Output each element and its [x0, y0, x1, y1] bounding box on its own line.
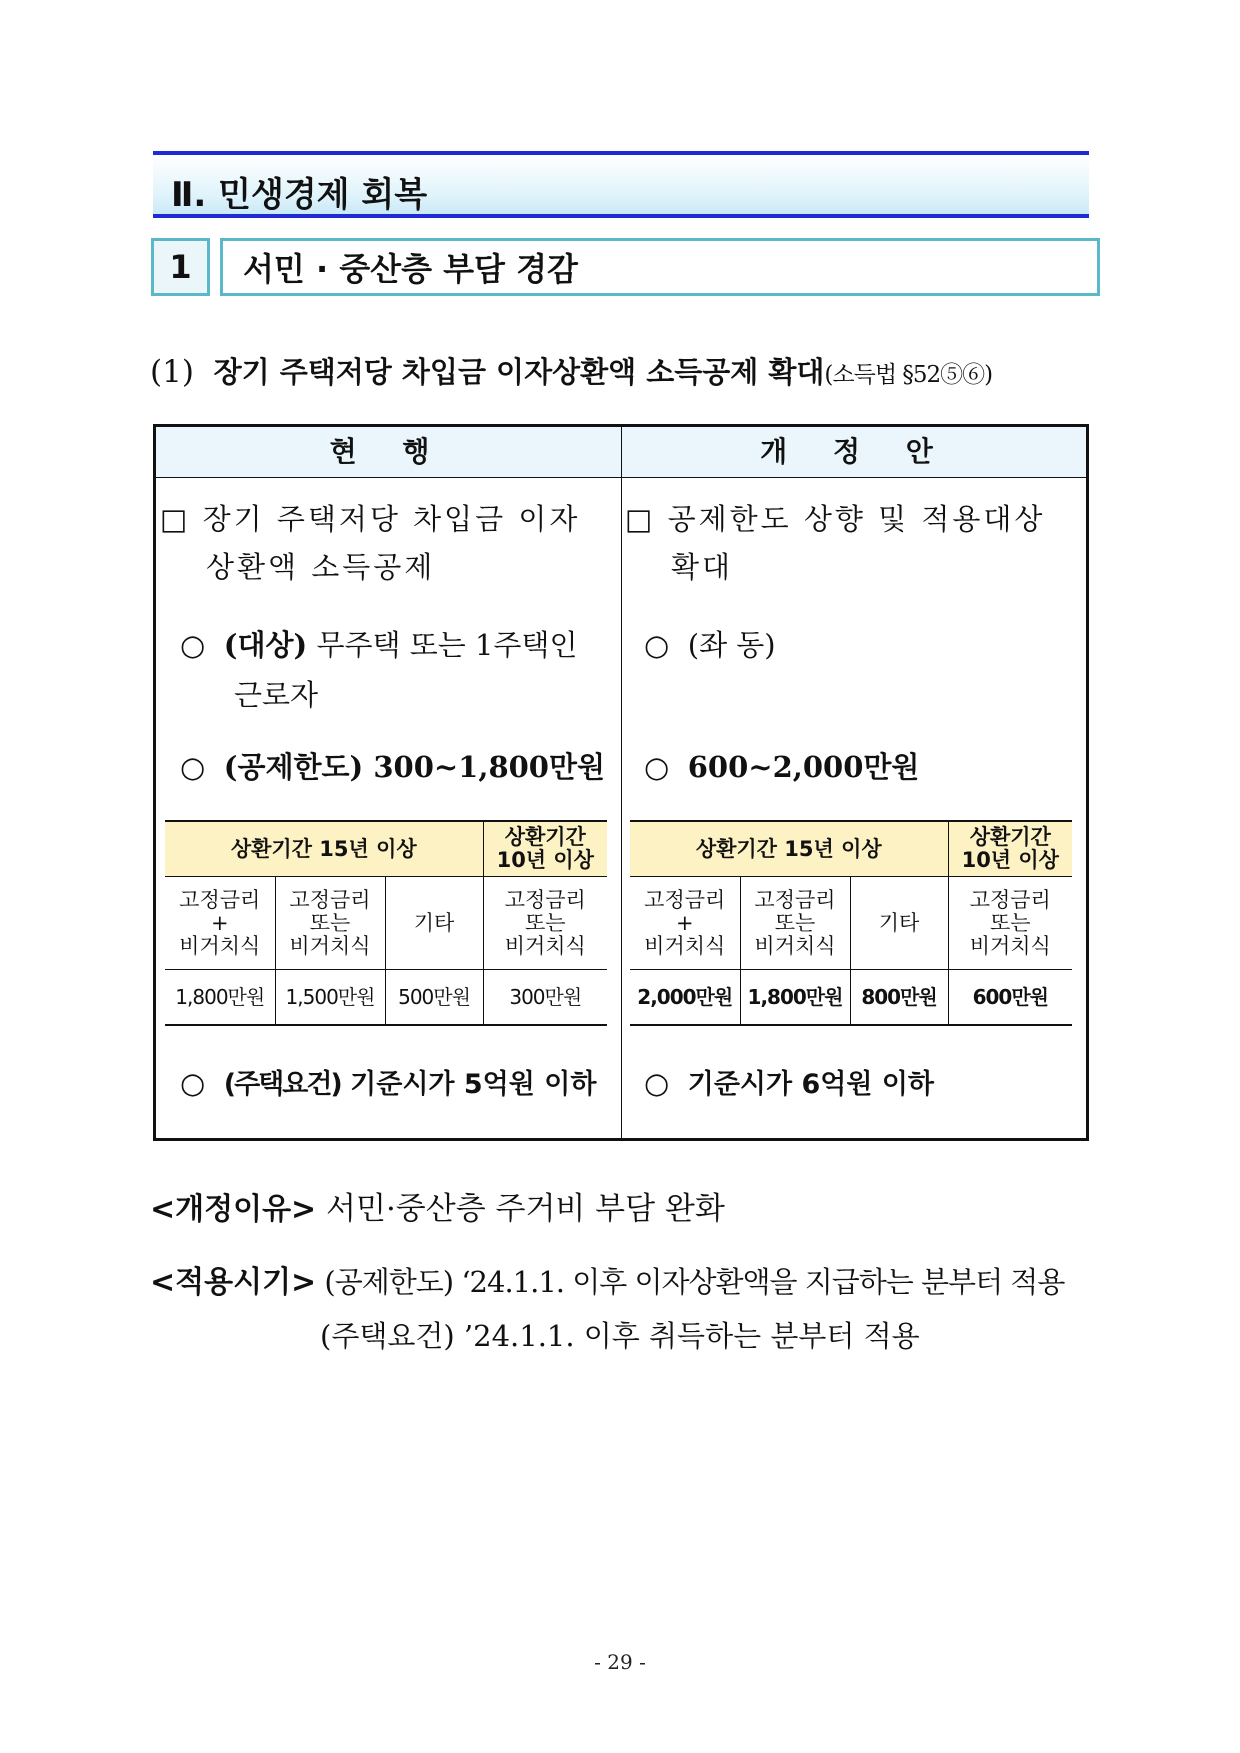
sub-line: 비거치식 [969, 933, 1051, 958]
revised-bullet-housing [644, 1062, 934, 1101]
revised-bullet-target [644, 623, 776, 664]
table-value: 1,800만원 [175, 984, 265, 1009]
subsection-title: 서민 · 중산층 부담 경감 [220, 238, 1100, 296]
current-limit-table [165, 820, 607, 1026]
subheader-fixed-or-nondeferred [275, 877, 385, 970]
sub-line: 고정금리 [289, 887, 371, 912]
sub-line: 비거치식 [179, 933, 261, 958]
table-header-10yr-line1: 상환기간 [504, 825, 586, 849]
table-header-row [630, 821, 1072, 877]
current-housing-label: (주택요건) [223, 1069, 341, 1100]
subheader-10yr-fixed-or-nondeferred [483, 877, 607, 970]
subheader-fixed-nondeferred [630, 877, 740, 970]
column-header-current: 현 행 [329, 435, 448, 468]
section-banner [153, 151, 1089, 218]
revised-limit-table [630, 820, 1072, 1026]
sub-line: 또는 [309, 910, 351, 935]
timing-line [150, 1257, 1064, 1301]
sub-line: 고정금리 [179, 887, 261, 912]
current-limit-label: (공제한도) [223, 750, 364, 784]
page-number: - 29 - [594, 1650, 646, 1674]
current-housing-text: 기준시가 5억원 이하 [340, 1069, 597, 1100]
current-target-label: (대상) [223, 628, 308, 662]
table-header-10yr-line2: 10년 이상 [961, 848, 1059, 872]
current-check-item-cont: 상환액 소득공제 [206, 550, 436, 584]
revised-bullet-limit [644, 745, 919, 786]
sub-line: 또는 [774, 910, 816, 935]
table-value: 800만원 [850, 970, 948, 1026]
revised-housing-text: 기준시가 6억원 이하 [687, 1069, 934, 1100]
table-value: 600만원 [948, 970, 1072, 1026]
table-header-10yr [948, 821, 1072, 877]
sub-line: 비거치식 [289, 933, 371, 958]
sub-line: 비거치식 [504, 933, 586, 958]
reason-text: 서민·중산층 주거비 부담 완화 [316, 1191, 725, 1227]
subheader-10yr-fixed-or-nondeferred [948, 877, 1072, 970]
table-value: 300만원 [483, 970, 607, 1026]
subheader-fixed-nondeferred [165, 877, 275, 970]
comparison-table [153, 424, 1089, 1141]
timing-label: <적용시기> [150, 1265, 317, 1300]
sub-line: + [675, 910, 694, 935]
table-header-10yr-line2: 10년 이상 [496, 848, 594, 872]
table-value: 500만원 [385, 970, 483, 1026]
current-bullet-housing [180, 1062, 596, 1101]
table-value: 1,800만원 [740, 970, 850, 1026]
current-bullet-target [180, 623, 577, 664]
current-check-item: □ 장기 주택저당 차입금 이자 [160, 502, 581, 536]
sub-line: 고정금리 [504, 887, 586, 912]
table-value-row [630, 970, 1072, 1026]
bullet-symbol: ○ [180, 1066, 206, 1100]
table-subheader-row [630, 877, 1072, 970]
column-header-revised: 개 정 안 [760, 435, 951, 468]
current-limit-text: 300~1,800만원 [363, 750, 606, 784]
timing-text-1: (공제한도) ‘24.1.1. 이후 이자상환액을 지급하는 분부터 적용 [316, 1265, 1065, 1299]
subheader-other: 기타 [850, 877, 948, 970]
sub-line: + [210, 910, 229, 935]
revised-target-text: (좌 동) [687, 628, 776, 662]
reason-line [150, 1183, 725, 1228]
sub-line: 고정금리 [644, 887, 726, 912]
sub-line: 고정금리 [969, 887, 1051, 912]
table-value-row [165, 970, 607, 1026]
revised-limit-text: 600~2,000만원 [687, 750, 920, 784]
table-header-15yr: 상환기간 15년 이상 [165, 821, 483, 877]
table-header-row [165, 821, 607, 877]
timing-line-2: (주택요건) ’24.1.1. 이후 취득하는 분부터 적용 [320, 1319, 920, 1353]
bullet-symbol: ○ [644, 628, 670, 662]
column-divider [621, 427, 622, 1138]
section-title: Ⅱ. 민생경제 회복 [171, 175, 428, 215]
sub-line: 또는 [989, 910, 1031, 935]
current-target-text-cont: 근로자 [234, 678, 319, 712]
bullet-symbol: ○ [644, 750, 670, 784]
table-header-10yr-line1: 상환기간 [969, 825, 1051, 849]
subheader-other: 기타 [385, 877, 483, 970]
subheader-fixed-or-nondeferred [740, 877, 850, 970]
table-subheader-row [165, 877, 607, 970]
bullet-symbol: ○ [180, 750, 206, 784]
reason-label: <개정이유> [150, 1192, 317, 1227]
sub-line: 비거치식 [644, 933, 726, 958]
bullet-symbol: ○ [180, 628, 206, 662]
current-bullet-limit [180, 745, 605, 786]
sub-line: 또는 [524, 910, 566, 935]
revised-check-item-cont: 확대 [671, 550, 734, 584]
table-header-10yr [483, 821, 607, 877]
item-law-reference: (소득법 §52⑤⑥) [824, 362, 993, 388]
sub-line: 비거치식 [754, 933, 836, 958]
sub-line: 고정금리 [754, 887, 836, 912]
item-title: 장기 주택저당 차입금 이자상환액 소득공제 확대 [213, 355, 825, 389]
current-target-text: 무주택 또는 1주택인 [307, 628, 578, 662]
table-header-15yr: 상환기간 15년 이상 [630, 821, 948, 877]
bullet-symbol: ○ [644, 1066, 670, 1100]
item-number: (1) [150, 354, 194, 390]
table-value: 2,000만원 [637, 984, 733, 1009]
table-value: 1,500만원 [275, 970, 385, 1026]
subsection-number: 1 [151, 238, 210, 296]
item-heading [150, 350, 1100, 391]
revised-check-item: □ 공제한도 상향 및 적용대상 [625, 502, 1046, 536]
